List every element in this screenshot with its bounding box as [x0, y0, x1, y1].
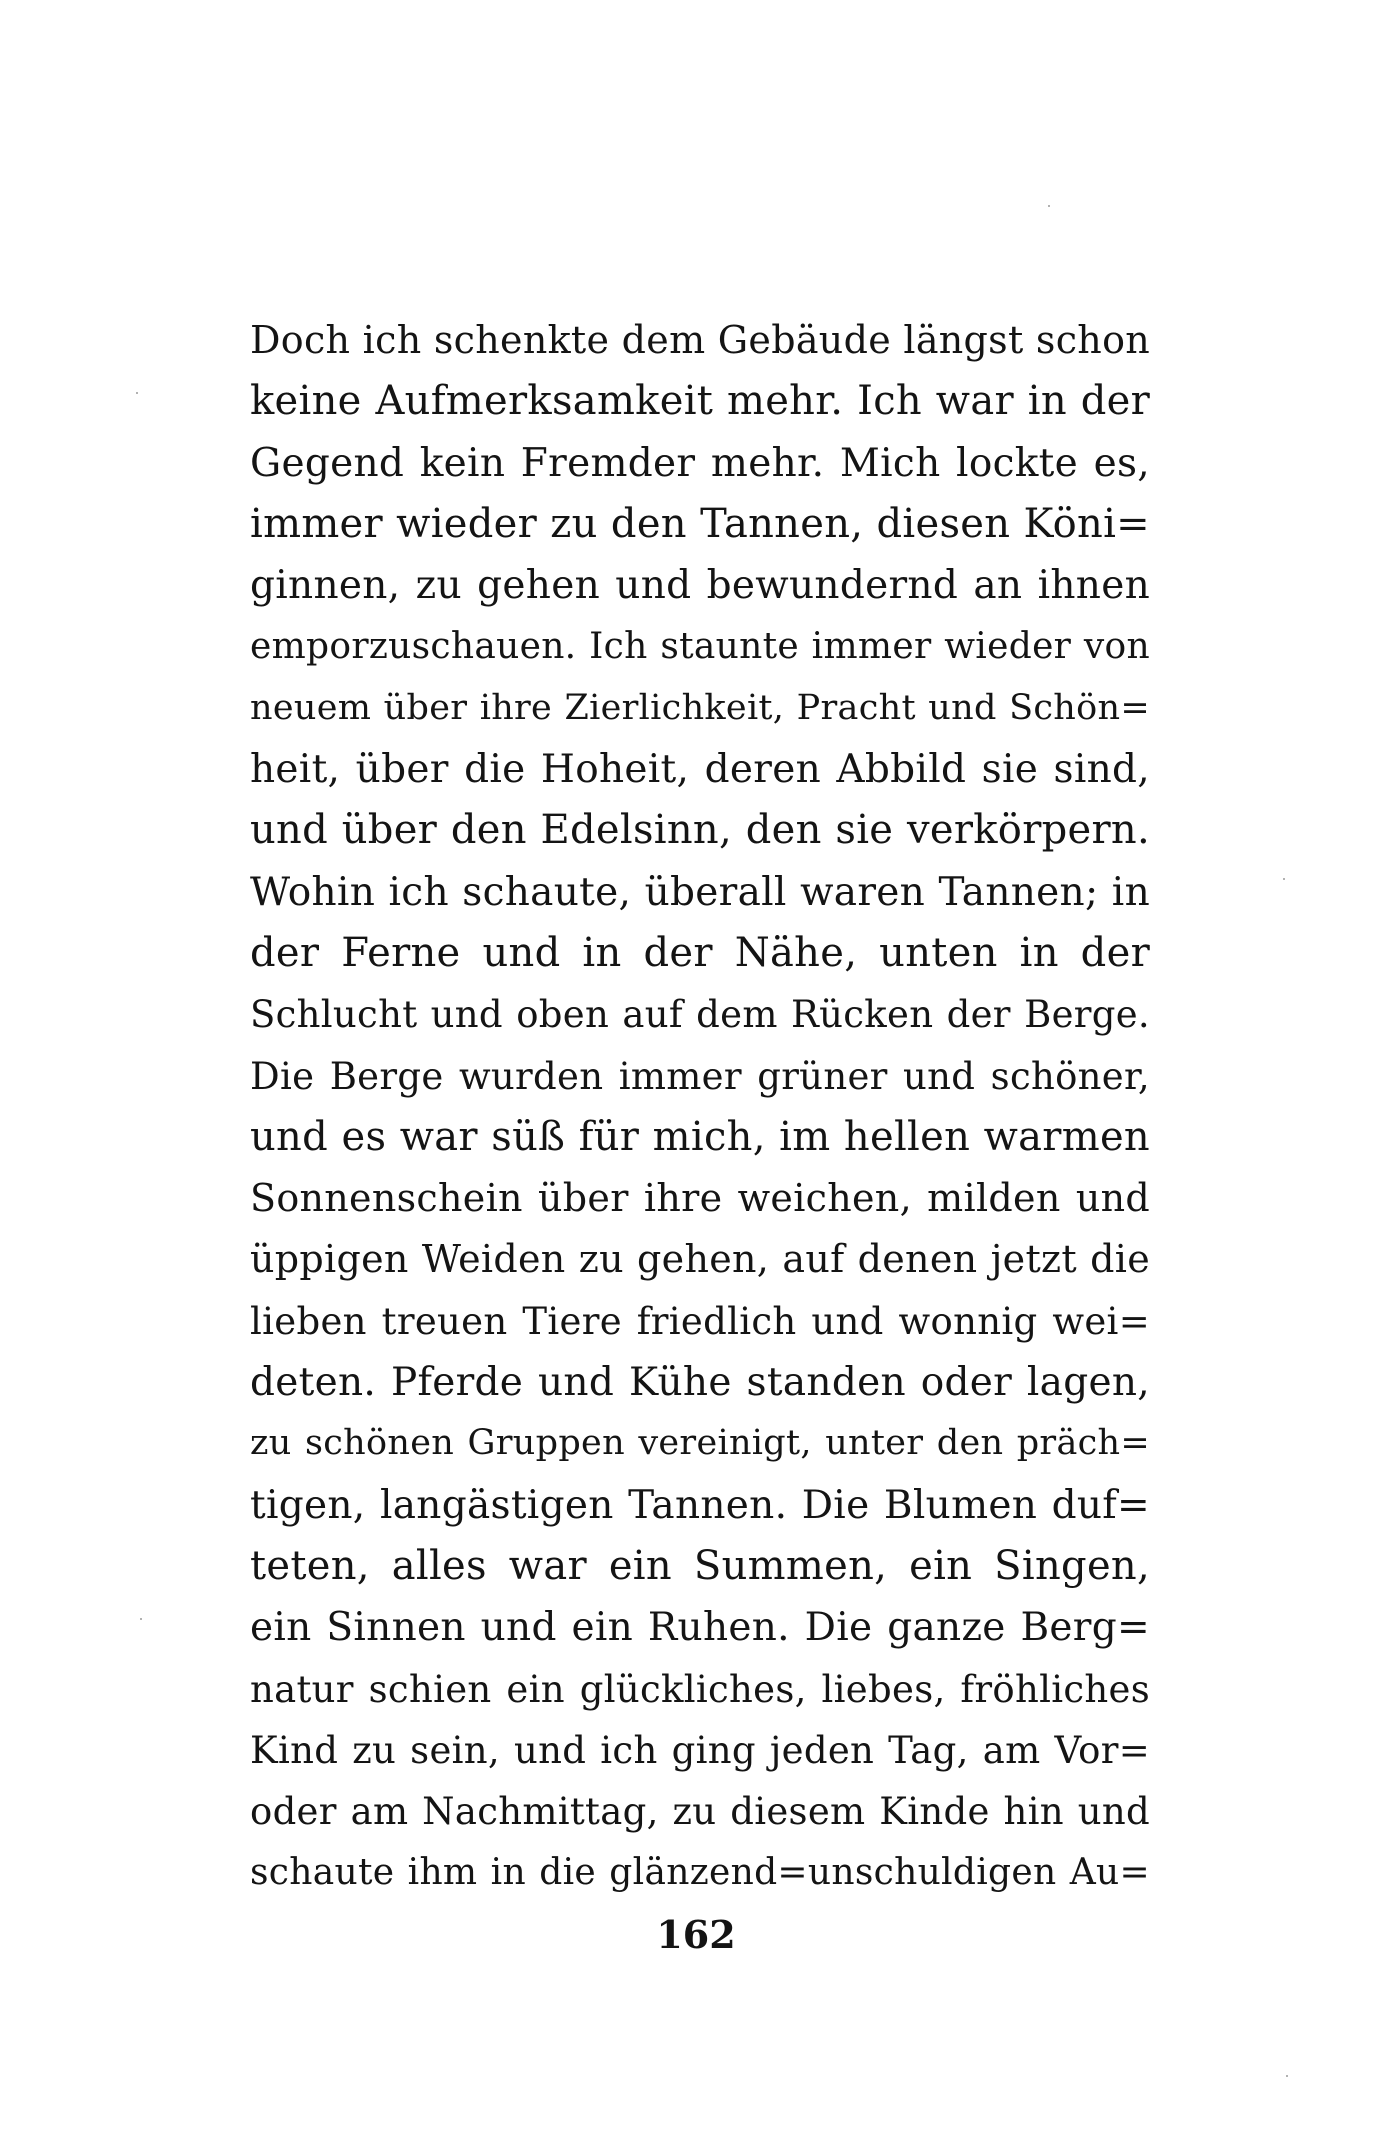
text-line: Kind zu sein, und ich ging jeden Tag, am Vor= [250, 1728, 1150, 1772]
text-line: neuem über ihre Zierlichkeit, Pracht und Schön= [250, 687, 1150, 728]
text-line: emporzuschauen. Ich staunte immer wieder von [250, 626, 1150, 668]
text-line: oder am Nachmittag, zu diesem Kinde hin und [250, 1790, 1150, 1834]
text-line: der Ferne und in der Nähe, unten in der [250, 929, 1150, 976]
scan-speck [1286, 2075, 1288, 2077]
text-line: und es war süß für mich, im hellen warmen [250, 1113, 1150, 1160]
text-line: ginnen, zu gehen und bewundernd an ihnen [250, 563, 1150, 609]
scan-speck [1048, 205, 1050, 207]
text-line: und über den Edelsinn, den sie verkörpern. [250, 807, 1150, 854]
text-line: schaute ihm in die glänzend=unschuldigen Au= [250, 1852, 1150, 1894]
text-line: teten, alles war ein Summen, ein Singen, [250, 1542, 1150, 1589]
text-line: Wohin ich schaute, überall waren Tannen; in [250, 869, 1150, 915]
text-line: keine Aufmerksamkeit mehr. Ich war in der [250, 378, 1150, 425]
text-line: Doch ich schenkte dem Gebäude längst schon [250, 318, 1150, 362]
text-line: lieben treuen Tiere friedlich und wonnig wei= [250, 1299, 1150, 1343]
text-line: üppigen Weiden zu gehen, auf denen jetzt die [250, 1237, 1150, 1282]
scan-speck [140, 1618, 142, 1620]
text-line: heit, über die Hoheit, deren Abbild sie sind, [250, 747, 1150, 793]
text-line: Sonnenschein über ihre weichen, milden und [250, 1176, 1150, 1221]
text-line: Gegend kein Fremder mehr. Mich lockte es, [250, 440, 1150, 486]
text-line: Die Berge wurden immer grüner und schöner, [250, 1054, 1150, 1098]
text-line: natur schien ein glückliches, liebes, fröhliches [250, 1667, 1150, 1711]
body-text [250, 310, 1150, 1904]
page-number: 162 [656, 1912, 736, 1957]
scan-speck [136, 392, 138, 394]
text-line: Schlucht und oben auf dem Rücken der Berge. [250, 993, 1150, 1037]
text-line: ein Sinnen und ein Ruhen. Die ganze Berg= [250, 1605, 1150, 1651]
text-line: immer wieder zu den Tannen, diesen Köni= [250, 500, 1150, 547]
text-line: deten. Pferde und Kühe standen oder lagen, [250, 1360, 1150, 1406]
text-line: zu schönen Gruppen vereinigt, unter den präch= [250, 1423, 1150, 1464]
scan-speck [1283, 878, 1285, 880]
text-line: tigen, langästigen Tannen. Die Blumen duf= [250, 1482, 1150, 1528]
